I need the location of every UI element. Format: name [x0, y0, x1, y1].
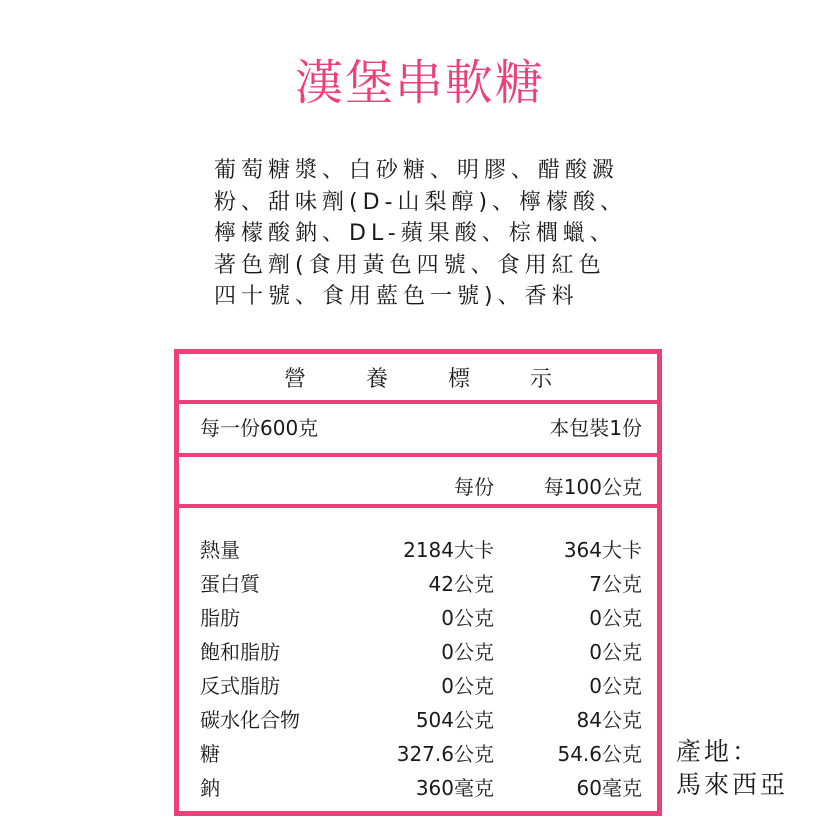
nutrient-name: 飽和脂肪 — [200, 640, 280, 664]
ingredients-line: 四十號、食用藍色一號)、香料 — [214, 284, 579, 309]
serving-size: 每一份600克 — [200, 416, 319, 440]
nutrient-value-per-100g: 60毫克 — [576, 776, 642, 800]
nutrient-name: 熱量 — [200, 538, 240, 562]
servings-per-pack: 本包裝1份 — [549, 416, 642, 440]
product-title: 漢堡串軟糖 — [294, 55, 545, 111]
nutrient-name: 鈉 — [200, 776, 220, 800]
heading-char: 營 — [283, 366, 306, 392]
nutrient-value-per-100g: 0公克 — [589, 640, 642, 664]
nutrient-value-per-100g: 364大卡 — [563, 538, 642, 562]
ingredients-list — [214, 155, 684, 313]
nutrient-value-per-100g: 0公克 — [589, 674, 642, 698]
nutrient-name: 糖 — [200, 742, 220, 766]
nutrient-value-per-serving: 0公克 — [441, 640, 494, 664]
nutrient-value-per-serving: 327.6公克 — [396, 742, 494, 766]
nutrition-panel-heading — [179, 354, 657, 400]
origin-info — [676, 735, 788, 801]
nutrient-value-per-serving: 504公克 — [415, 708, 494, 732]
nutrient-value-per-serving: 0公克 — [441, 606, 494, 630]
ingredients-line: 著色劑(食用黃色四號、食用紅色 — [214, 252, 606, 278]
nutrient-name: 蛋白質 — [200, 572, 260, 596]
origin-country: 馬來西亞 — [676, 770, 789, 799]
nutrient-value-per-serving: 42公克 — [428, 572, 494, 596]
nutrient-name: 脂肪 — [200, 606, 240, 630]
nutrient-value-per-serving: 2184大卡 — [403, 538, 494, 562]
nutrient-value-per-100g: 0公克 — [589, 606, 642, 630]
column-header-per-serving: 每份 — [454, 475, 494, 499]
nutrient-name: 碳水化合物 — [200, 708, 300, 732]
ingredients-line: 粉、甜味劑(D-山梨醇)、檸檬酸、 — [214, 189, 628, 215]
nutrient-value-per-100g: 7公克 — [589, 572, 642, 596]
column-header-per-100g: 每100公克 — [543, 475, 642, 499]
divider — [179, 400, 657, 404]
nutrient-value-per-serving: 360毫克 — [415, 776, 494, 800]
heading-char: 示 — [530, 366, 553, 392]
nutrient-value-per-100g: 84公克 — [576, 708, 642, 732]
heading-char: 養 — [365, 366, 388, 392]
nutrient-value-per-serving: 0公克 — [441, 674, 494, 698]
divider — [179, 504, 657, 508]
origin-label: 產地： — [676, 737, 761, 766]
nutrient-name: 反式脂肪 — [200, 674, 280, 698]
ingredients-line: 葡萄糖漿、白砂糖、明膠、醋酸澱 — [214, 158, 620, 183]
ingredients-line: 檸檬酸鈉、DL-蘋果酸、棕櫚蠟、 — [214, 221, 617, 246]
divider — [179, 453, 657, 457]
nutrient-value-per-100g: 54.6公克 — [557, 742, 642, 766]
heading-char: 標 — [448, 366, 471, 392]
